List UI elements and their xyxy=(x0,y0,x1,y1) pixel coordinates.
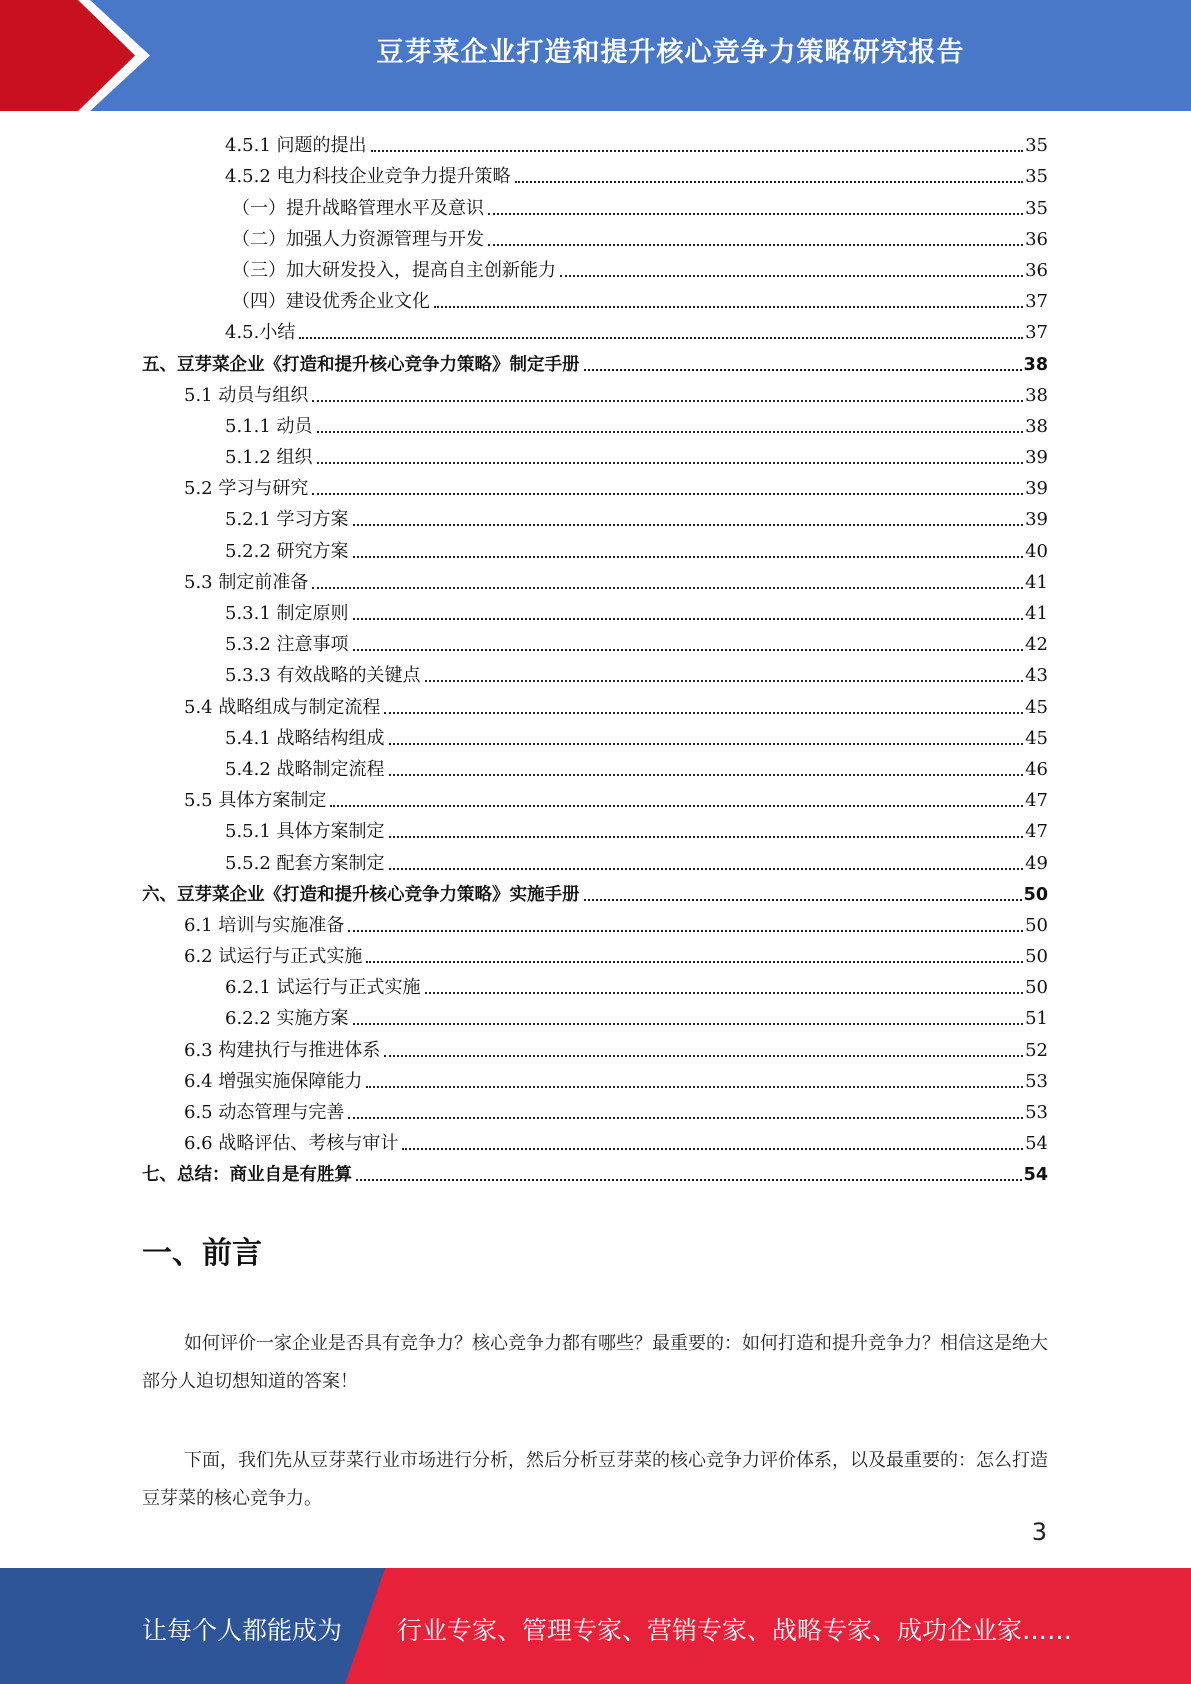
toc-entry-label: 4.5.1 问题的提出 xyxy=(225,135,367,157)
intro-paragraph: 如何评价一家企业是否具有竞争力？核心竞争力都有哪些？最重要的：如何打造和提升竞争力？相信这是绝大部分人迫切想知道的答案！ xyxy=(142,1333,1048,1392)
toc-entry-label: 5.5 具体方案制定 xyxy=(184,790,327,812)
toc-dot-leader xyxy=(348,1117,1023,1119)
toc-entry[interactable] xyxy=(142,877,1048,908)
toc-entry[interactable] xyxy=(142,596,1048,627)
toc-entry[interactable] xyxy=(142,502,1048,533)
toc-dot-leader xyxy=(353,524,1024,526)
toc-dot-leader xyxy=(348,930,1023,932)
toc-entry[interactable] xyxy=(142,128,1048,159)
toc-entry-label: 6.5 动态管理与完善 xyxy=(184,1102,345,1123)
toc-entry[interactable] xyxy=(142,533,1048,564)
toc-dot-leader xyxy=(584,369,1022,371)
toc-dot-leader xyxy=(425,992,1024,994)
toc-dot-leader xyxy=(434,306,1023,308)
toc-entry[interactable] xyxy=(142,253,1048,284)
toc-entry[interactable] xyxy=(142,1095,1048,1126)
toc-entry-page: 35 xyxy=(1025,166,1048,188)
toc-entry-page: 38 xyxy=(1023,354,1048,375)
toc-dot-leader xyxy=(384,1055,1023,1057)
toc-entry[interactable] xyxy=(142,440,1048,471)
toc-dot-leader xyxy=(488,213,1023,215)
toc-dot-leader xyxy=(353,618,1024,620)
toc-entry-page: 50 xyxy=(1025,946,1048,968)
toc-entry-label: 5.2.1 学习方案 xyxy=(225,509,349,531)
toc-dot-leader xyxy=(312,493,1023,495)
toc-entry[interactable] xyxy=(142,1001,1048,1032)
toc-entry[interactable] xyxy=(142,409,1048,440)
toc-entry-label: 5.1.2 组织 xyxy=(225,447,313,469)
toc-entry-page: 41 xyxy=(1025,603,1048,624)
toc-entry-page: 39 xyxy=(1025,447,1048,469)
report-title: 豆芽菜企业打造和提升核心竞争力策略研究报告 xyxy=(376,37,965,68)
toc-dot-leader xyxy=(299,337,1023,339)
toc-dot-leader xyxy=(515,181,1024,183)
toc-entry-page: 41 xyxy=(1025,571,1048,593)
toc-dot-leader xyxy=(353,1023,1024,1025)
toc-entry-label: （四）建设优秀企业文化 xyxy=(232,291,430,313)
toc-entry[interactable] xyxy=(142,783,1048,814)
toc-entry-label: 5.3.1 制定原则 xyxy=(225,603,349,624)
toc-entry-label: 5.1.1 动员 xyxy=(225,415,313,437)
toc-dot-leader xyxy=(425,680,1024,682)
page-header xyxy=(0,0,1191,111)
page-number: 3 xyxy=(1031,1518,1047,1546)
toc-entry[interactable] xyxy=(142,752,1048,783)
toc-dot-leader xyxy=(353,556,1024,558)
toc-entry-page: 50 xyxy=(1023,884,1048,905)
section-heading: 一、前言 xyxy=(142,1236,262,1271)
toc-entry[interactable] xyxy=(142,721,1048,752)
toc-entry[interactable] xyxy=(142,222,1048,253)
toc-dot-leader xyxy=(312,400,1023,402)
toc-entry-page: 50 xyxy=(1025,977,1048,999)
toc-entry[interactable] xyxy=(142,159,1048,190)
toc-entry[interactable] xyxy=(142,1064,1048,1095)
toc-dot-leader xyxy=(366,961,1023,963)
toc-entry[interactable] xyxy=(142,315,1048,346)
toc-entry[interactable] xyxy=(142,378,1048,409)
toc-dot-leader xyxy=(560,275,1023,277)
toc-dot-leader xyxy=(389,836,1024,838)
toc-entry-page: 40 xyxy=(1025,540,1048,562)
toc-entry-page: 47 xyxy=(1025,790,1048,812)
toc-entry-label: 4.5.2 电力科技企业竞争力提升策略 xyxy=(225,166,511,188)
toc-entry-label: 五、豆芽菜企业《打造和提升核心竞争力策略》制定手册 xyxy=(142,354,580,375)
toc-dot-leader xyxy=(353,649,1024,651)
toc-dot-leader xyxy=(402,1148,1023,1150)
toc-entry[interactable] xyxy=(142,1126,1048,1157)
toc-entry-page: 46 xyxy=(1025,758,1048,780)
toc-entry-label: （三）加大研发投入，提高自主创新能力 xyxy=(232,259,556,281)
toc-entry-label: 5.5.1 具体方案制定 xyxy=(225,821,385,843)
toc-entry-page: 45 xyxy=(1025,696,1048,718)
toc-entry-label: （一）提升战略管理水平及意识 xyxy=(232,197,484,219)
toc-entry[interactable] xyxy=(142,689,1048,720)
toc-entry[interactable] xyxy=(142,970,1048,1001)
footer-slogan-right: 行业专家、管理专家、营销专家、战略专家、成功企业家…… xyxy=(397,1616,1073,1645)
toc-dot-leader xyxy=(584,899,1022,901)
toc-entry-page: 37 xyxy=(1025,322,1048,344)
toc-entry-page: 38 xyxy=(1025,384,1048,406)
toc-entry-label: 6.2 试运行与正式实施 xyxy=(184,946,363,968)
toc-entry-label: 6.4 增强实施保障能力 xyxy=(184,1070,363,1092)
toc-entry-page: 52 xyxy=(1025,1039,1048,1061)
toc-dot-leader xyxy=(384,712,1023,714)
toc-entry-label: 6.2.1 试运行与正式实施 xyxy=(225,977,421,999)
toc-entry-page: 53 xyxy=(1025,1102,1048,1123)
toc-entry-label: 6.6 战略评估、考核与审计 xyxy=(184,1133,399,1155)
toc-entry-page: 50 xyxy=(1025,914,1048,936)
toc-entry[interactable] xyxy=(142,346,1048,377)
footer-slogan-left: 让每个人都能成为 xyxy=(142,1616,343,1645)
toc-entry-page: 39 xyxy=(1025,509,1048,531)
toc-entry[interactable] xyxy=(142,1157,1048,1188)
toc-dot-leader xyxy=(356,1179,1022,1181)
toc-entry-label: 5.3 制定前准备 xyxy=(184,571,309,593)
toc-entry-page: 54 xyxy=(1023,1165,1048,1186)
toc-entry[interactable] xyxy=(142,565,1048,596)
header-chevron-graphic xyxy=(0,0,150,111)
toc-dot-leader xyxy=(317,431,1024,433)
toc-entry-page: 36 xyxy=(1025,228,1048,250)
toc-entry-label: 5.4 战略组成与制定流程 xyxy=(184,696,381,718)
toc-entry-page: 43 xyxy=(1025,665,1048,687)
toc-entry[interactable] xyxy=(142,814,1048,845)
toc-entry-page: 51 xyxy=(1025,1008,1048,1030)
toc-dot-leader xyxy=(488,244,1023,246)
toc-dot-leader xyxy=(389,774,1024,776)
toc-entry-label: 5.5.2 配套方案制定 xyxy=(225,852,385,874)
toc-entry[interactable] xyxy=(142,658,1048,689)
toc-entry-label: 4.5.小结 xyxy=(225,322,296,344)
toc-dot-leader xyxy=(317,462,1024,464)
toc-entry-page: 38 xyxy=(1025,415,1048,437)
intro-paragraph: 下面，我们先从豆芽菜行业市场进行分析，然后分析豆芽菜的核心竞争力评价体系，以及最重要的：怎么打造豆芽菜的核心竞争力。 xyxy=(142,1450,1048,1509)
toc-entry-page: 45 xyxy=(1025,727,1048,749)
toc-entry[interactable] xyxy=(142,471,1048,502)
toc-entry[interactable] xyxy=(142,190,1048,221)
toc-entry-label: 5.3.2 注意事项 xyxy=(225,634,349,656)
toc-entry-label: 5.2 学习与研究 xyxy=(184,478,309,500)
toc-entry-page: 42 xyxy=(1025,634,1048,656)
toc-entry-page: 47 xyxy=(1025,821,1048,843)
toc-entry-label: 6.3 构建执行与推进体系 xyxy=(184,1039,381,1061)
toc-entry-label: 七、总结：商业自是有胜算 xyxy=(142,1165,352,1186)
toc-entry-label: 六、豆芽菜企业《打造和提升核心竞争力策略》实施手册 xyxy=(142,884,580,905)
toc-dot-leader xyxy=(312,587,1023,589)
toc-entry-label: 6.1 培训与实施准备 xyxy=(184,914,345,936)
toc-entry[interactable] xyxy=(142,1032,1048,1063)
toc-entry-label: 5.1 动员与组织 xyxy=(184,384,309,406)
table-of-contents xyxy=(142,128,1048,1188)
toc-entry-page: 53 xyxy=(1025,1070,1048,1092)
toc-entry[interactable] xyxy=(142,627,1048,658)
toc-entry[interactable] xyxy=(142,284,1048,315)
toc-entry-page: 49 xyxy=(1025,852,1048,874)
toc-entry[interactable] xyxy=(142,845,1048,876)
toc-entry-label: 5.4.2 战略制定流程 xyxy=(225,758,385,780)
toc-dot-leader xyxy=(389,868,1024,870)
toc-entry-page: 54 xyxy=(1025,1133,1048,1155)
toc-entry-page: 35 xyxy=(1025,197,1048,219)
toc-entry-page: 35 xyxy=(1025,135,1048,157)
toc-entry-page: 37 xyxy=(1025,291,1048,313)
toc-dot-leader xyxy=(366,1086,1023,1088)
toc-dot-leader xyxy=(330,805,1023,807)
page-footer xyxy=(0,1568,1191,1684)
toc-entry-label: （二）加强人力资源管理与开发 xyxy=(232,228,484,250)
toc-entry-label: 5.2.2 研究方案 xyxy=(225,540,349,562)
toc-entry-page: 39 xyxy=(1025,478,1048,500)
toc-entry-page: 36 xyxy=(1025,259,1048,281)
toc-entry[interactable] xyxy=(142,908,1048,939)
toc-dot-leader xyxy=(389,743,1024,745)
toc-entry-label: 5.4.1 战略结构组成 xyxy=(225,727,385,749)
toc-entry-label: 5.3.3 有效战略的关键点 xyxy=(225,665,421,687)
toc-entry-label: 6.2.2 实施方案 xyxy=(225,1008,349,1030)
toc-dot-leader xyxy=(371,150,1024,152)
toc-entry[interactable] xyxy=(142,939,1048,970)
